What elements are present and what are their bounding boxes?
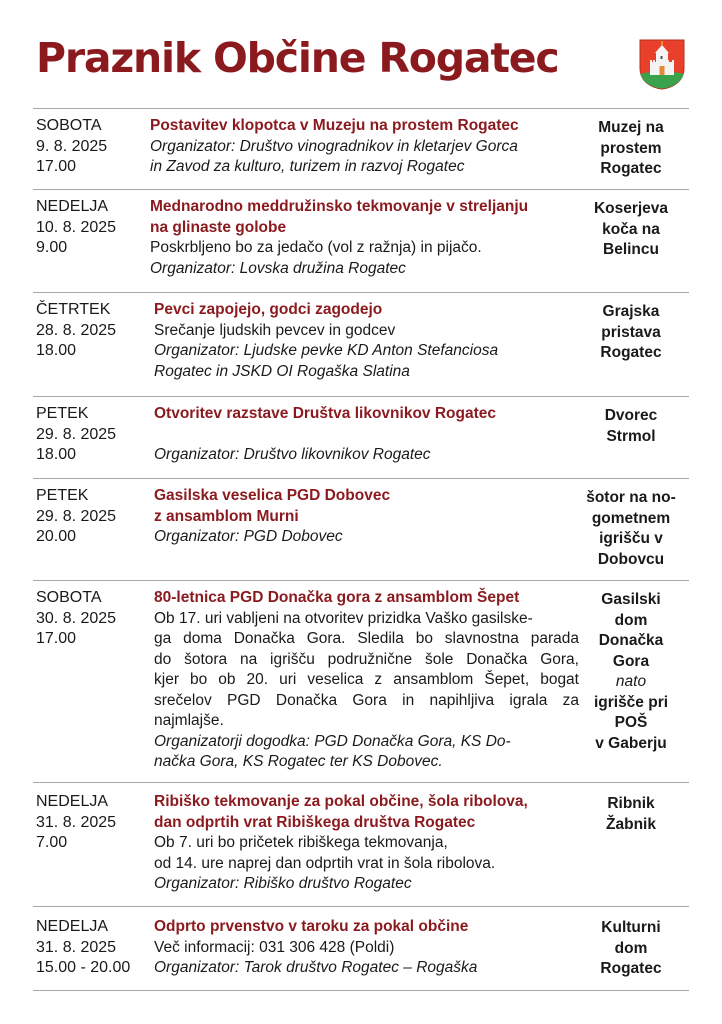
divider: [33, 990, 689, 991]
event-time: 9.00: [36, 239, 68, 256]
venue-line: Dvorec: [604, 407, 658, 424]
event-datetime: [36, 300, 146, 362]
description-line: najmlajše.: [154, 712, 224, 729]
venue-line: Grajska: [602, 303, 660, 320]
event-description: od 14. ure naprej dan odprtih vrat in šola ribolova.: [154, 854, 496, 872]
event-time: 20.00: [36, 528, 77, 545]
event-description: Ob 7. uri bo pričetek ribiškega tekmovanja,: [154, 834, 448, 851]
venue-line: Gora: [612, 652, 650, 670]
venue-line: šotor na no-: [586, 489, 676, 506]
event-details: [154, 300, 579, 382]
event-day: NEDELJA: [36, 793, 109, 810]
venue-line: igrišču v: [599, 530, 663, 547]
event-row: [33, 906, 689, 990]
venue-line: gometnem: [591, 509, 671, 527]
event-day: PETEK: [36, 405, 89, 422]
event-organizer: Organizator: PGD Dobovec: [154, 528, 343, 545]
event-title: na glinaste golobe: [150, 218, 287, 236]
event-day: ČETRTEK: [36, 301, 111, 318]
description-line: do šotora na igrišču podružnične šole Donačka Gora,: [154, 650, 579, 668]
venue-line: Žabnik: [606, 815, 656, 833]
venue-line: Rogatec: [600, 960, 662, 977]
event-organizer: in Zavod za kulturo, turizem in razvoj Rogatec: [150, 158, 465, 175]
event-row: [33, 396, 689, 478]
event-row: [33, 580, 689, 782]
event-date: 31. 8. 2025: [36, 813, 117, 831]
event-datetime: [36, 486, 146, 548]
coat-of-arms-icon: [638, 38, 686, 90]
event-datetime: [36, 116, 146, 178]
event-details: [154, 486, 579, 548]
event-venue: [573, 199, 689, 261]
event-row: [33, 108, 689, 189]
event-title: Mednarodno meddružinsko tekmovanje v streljanju: [150, 198, 529, 215]
event-day: SOBOTA: [36, 117, 102, 134]
event-venue: [573, 488, 689, 570]
page-title: Praznik Občine Rogatec: [36, 34, 559, 82]
event-venue: [573, 590, 689, 754]
event-row: [33, 292, 689, 396]
event-organizer: Organizator: Ribiško društvo Rogatec: [154, 875, 412, 892]
event-date: 30. 8. 2025: [36, 609, 117, 627]
event-date: 29. 8. 2025: [36, 507, 117, 525]
event-time: 7.00: [36, 834, 68, 851]
event-datetime: [36, 917, 146, 979]
event-description: Več informacij: 031 306 428 (Poldi): [154, 938, 395, 956]
description-line: srečelov PGD Donačka Gora in napihljiva igrala za: [154, 691, 579, 709]
event-datetime: [36, 792, 146, 854]
event-date: 28. 8. 2025: [36, 321, 117, 339]
venue-line: pristava: [601, 323, 661, 341]
event-title: Pevci zapojejo, godci zagodejo: [154, 301, 383, 318]
event-organizer: Organizatorji dogodka: PGD Donačka Gora, KS Do-: [154, 732, 511, 750]
venue-line: Rogatec: [600, 160, 662, 177]
venue-line: Strmol: [606, 427, 656, 445]
venue-line: koča na: [602, 220, 660, 238]
event-row: [33, 782, 689, 906]
event-venue: [573, 918, 689, 980]
event-time: 17.00: [36, 158, 77, 175]
event-day: PETEK: [36, 487, 89, 504]
venue-line: igrišče pri: [593, 693, 669, 711]
event-time: 18.00: [36, 446, 77, 463]
venue-line: nato: [615, 673, 647, 690]
event-row: [33, 189, 689, 292]
event-time: 18.00: [36, 342, 77, 359]
venue-line: Koserjeva: [593, 200, 669, 217]
event-title: Postavitev klopotca v Muzeju na prostem Rogatec: [150, 117, 519, 134]
event-datetime: [36, 404, 146, 466]
event-venue: [573, 406, 689, 447]
event-venue: [573, 794, 689, 835]
event-details: [150, 116, 575, 178]
event-description: Poskrbljeno bo za jedačo (vol z ražnja) in pijačo.: [150, 239, 482, 256]
event-title: Otvoritev razstave Društva likovnikov Rogatec: [154, 405, 496, 422]
venue-line: Muzej na: [598, 119, 664, 136]
event-organizer: Organizator: Društvo vinogradnikov in kletarjev Gorca: [150, 137, 518, 155]
event-title: Odprto prvenstvo v taroku za pokal občine: [154, 918, 469, 935]
event-details: [154, 917, 579, 979]
venue-line: Kulturni: [601, 919, 661, 936]
venue-line: Belincu: [603, 241, 659, 258]
event-title: 80-letnica PGD Donačka gora z ansamblom Šepet: [154, 589, 520, 606]
event-title: Ribiško tekmovanje za pokal občine, šola ribolova,: [154, 793, 528, 810]
venue-line: Gasilski: [601, 591, 661, 608]
event-organizer: Organizator: Tarok društvo Rogatec – Rogaška: [154, 959, 478, 976]
event-time: 17.00: [36, 630, 77, 647]
event-date: 29. 8. 2025: [36, 425, 117, 443]
event-venue: [573, 118, 689, 180]
event-datetime: [36, 197, 146, 259]
event-title: Gasilska veselica PGD Dobovec: [154, 487, 391, 504]
event-details: [154, 404, 579, 466]
description-line: Ob 17. uri vabljeni na otvoritev prizidka Vaško gasilske-: [154, 609, 533, 627]
event-details: [154, 792, 579, 895]
event-day: NEDELJA: [36, 198, 109, 215]
event-organizer: Organizator: Društvo likovnikov Rogatec: [154, 446, 431, 463]
description-line: ga doma Donačka Gora. Sledila bo slavnostna parada: [154, 630, 579, 647]
event-time: 15.00 - 20.00: [36, 959, 131, 976]
event-day: SOBOTA: [36, 589, 102, 606]
venue-line: dom: [614, 939, 648, 957]
venue-line: dom: [614, 611, 648, 629]
event-organizer: Organizator: Lovska družina Rogatec: [150, 259, 406, 277]
event-date: 9. 8. 2025: [36, 137, 108, 155]
event-details: [150, 197, 575, 279]
event-row: [33, 478, 689, 580]
venue-line: Donačka: [598, 632, 664, 649]
venue-line: v Gaberju: [595, 734, 667, 752]
venue-line: Ribnik: [607, 795, 655, 812]
spacer: [154, 425, 579, 446]
event-date: 10. 8. 2025: [36, 218, 117, 236]
event-datetime: [36, 588, 146, 650]
event-venue: [573, 302, 689, 364]
venue-line: POŠ: [614, 714, 648, 731]
venue-line: Rogatec: [600, 344, 662, 361]
event-description: [154, 609, 579, 732]
event-date: 31. 8. 2025: [36, 938, 117, 956]
event-day: NEDELJA: [36, 918, 109, 935]
venue-line: Dobovcu: [597, 550, 665, 568]
event-title: z ansamblom Murni: [154, 507, 299, 525]
event-details: [154, 588, 579, 773]
description-line: kjer bo ob 20. uri veselica z ansamblom Šepet, bogat: [154, 671, 579, 688]
event-organizer: načka Gora, KS Rogatec ter KS Dobovec.: [154, 753, 443, 770]
event-organizer: Rogatec in JSKD OI Rogaška Slatina: [154, 362, 410, 380]
venue-line: prostem: [600, 139, 662, 157]
event-organizer: Organizator: Ljudske pevke KD Anton Stefanciosa: [154, 342, 499, 359]
event-title: dan odprtih vrat Ribiškega društva Rogatec: [154, 813, 476, 831]
event-description: Srečanje ljudskih pevcev in godcev: [154, 321, 396, 339]
